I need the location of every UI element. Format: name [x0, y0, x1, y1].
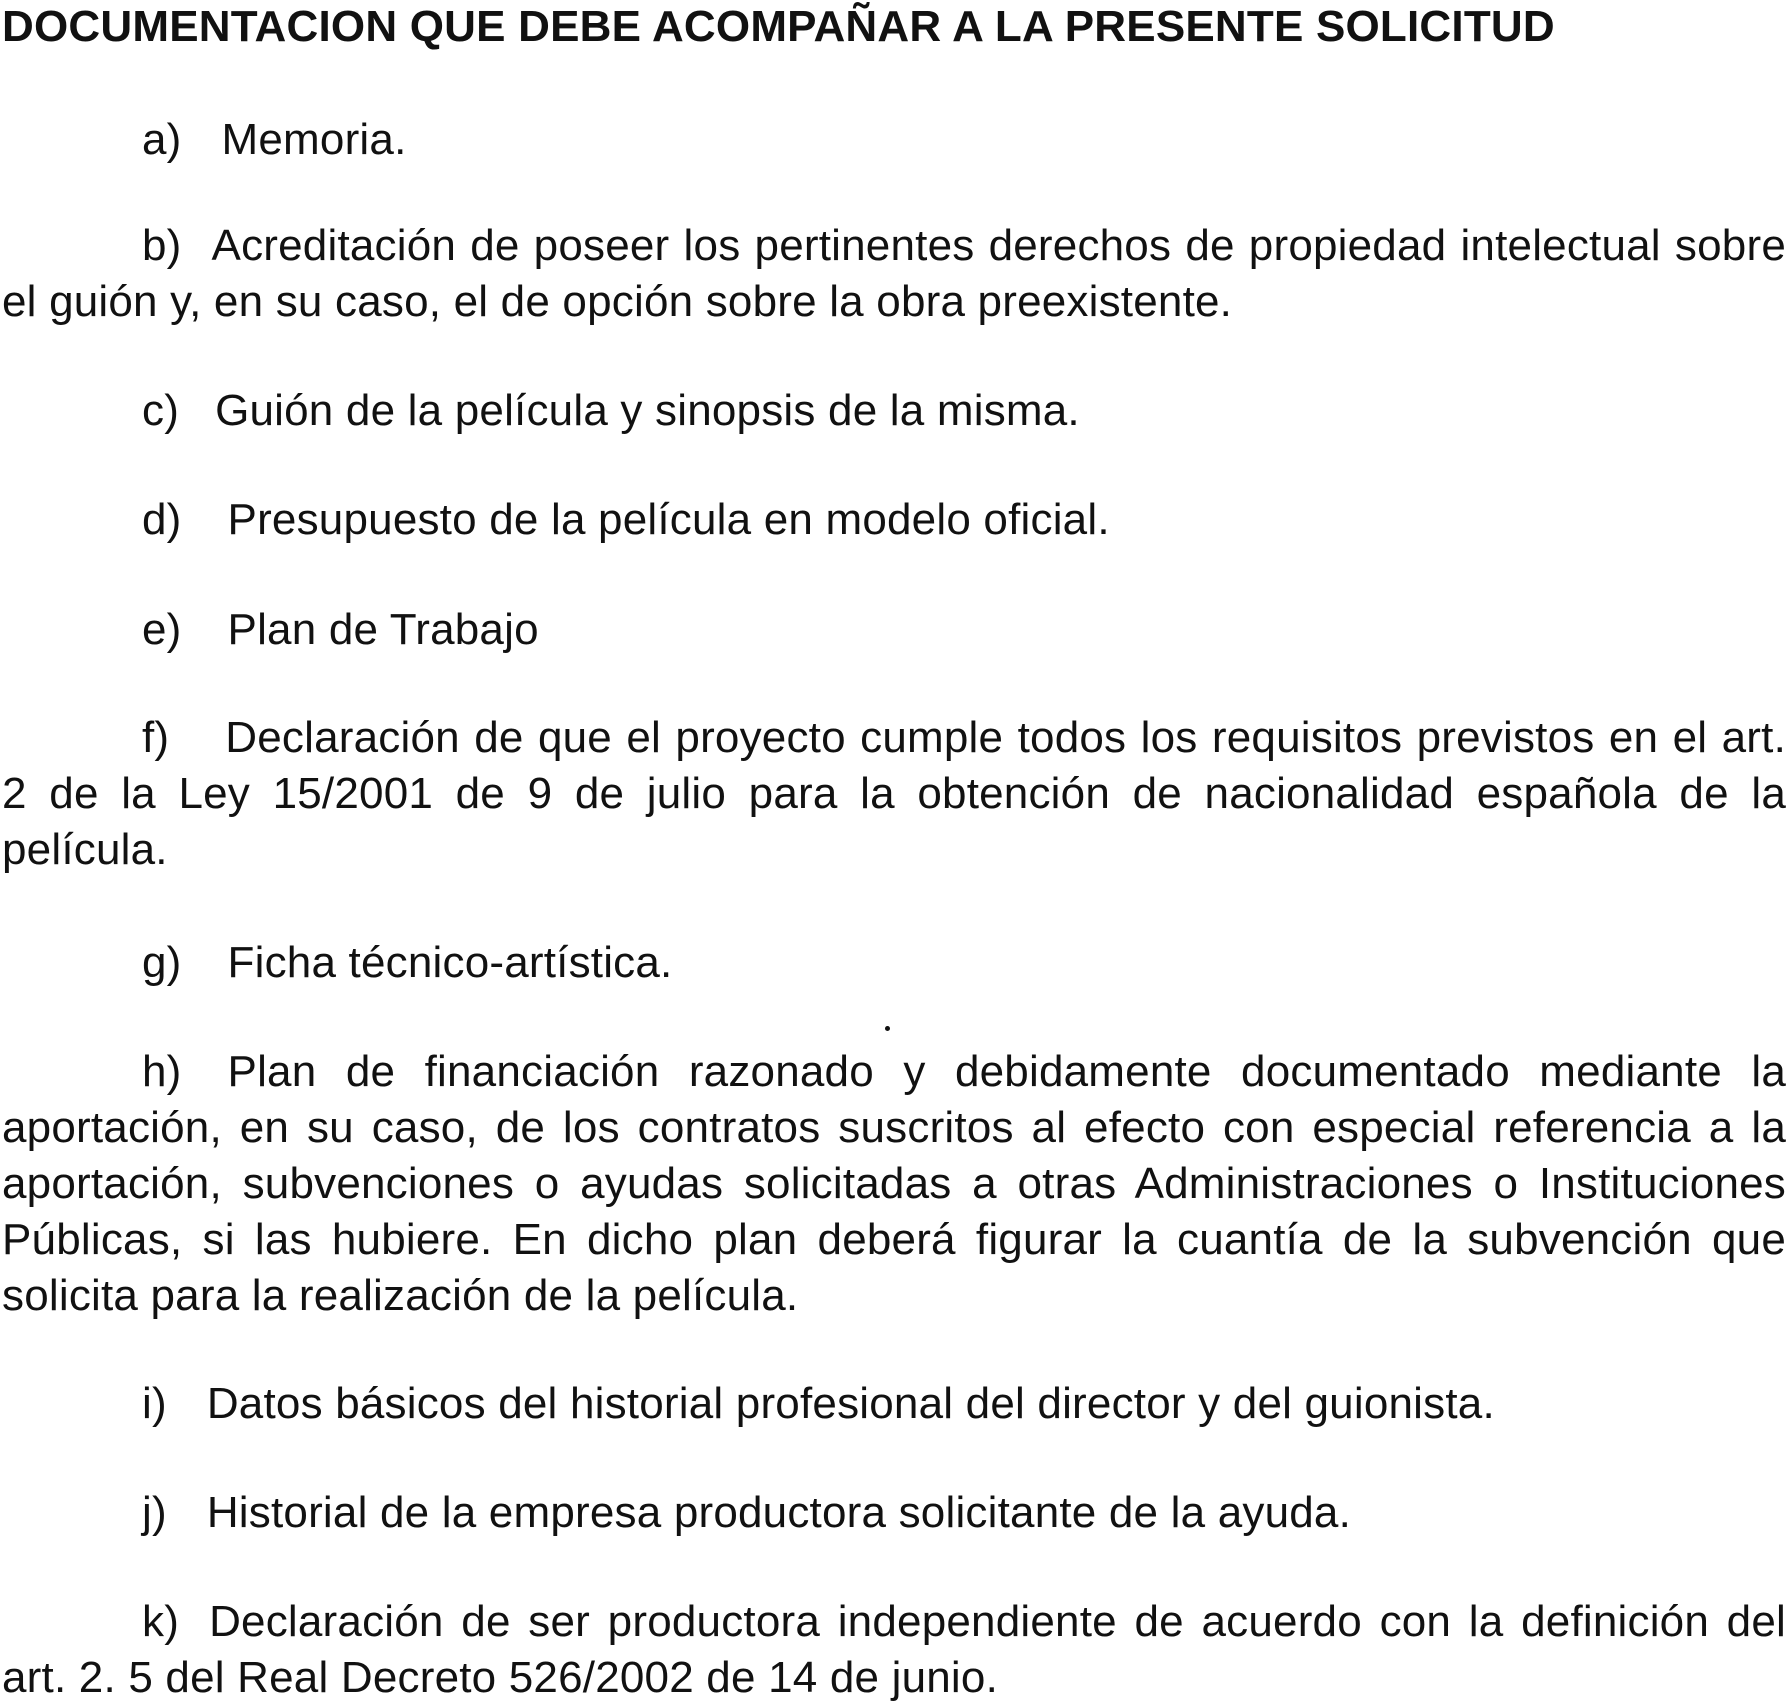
list-item-e — [2, 602, 1786, 658]
item-marker-f: f) — [142, 713, 170, 762]
item-text-a: Memoria. — [221, 115, 407, 164]
item-text-k: Declaración de ser productora independiente de acuerdo con la definición del art. 2. 5 del Real Decreto 526/2002 de 14 de junio. — [2, 1597, 1786, 1702]
item-text-i: Datos básicos del historial profesional del director y del guionista. — [206, 1379, 1495, 1428]
item-text-h: Plan de financiación razonado y debidamente documentado mediante la aportación, en su caso, de los contratos suscritos al efecto con especial referencia a la aportación, subvenciones o ayudas solicitadas a otras Administraciones o Instituciones Públicas, si las hubiere. En dicho plan deberá figurar la cuantía de la subvención que solicita para la realización de la película. — [2, 1047, 1786, 1320]
list-item-b — [2, 218, 1786, 330]
item-text-j: Historial de la empresa productora solicitante de la ayuda. — [206, 1488, 1352, 1537]
list-item-c — [2, 383, 1786, 439]
item-marker-b: b) — [142, 221, 182, 270]
item-text-e: Plan de Trabajo — [227, 605, 539, 654]
list-item-g — [2, 935, 1786, 991]
list-item-d — [2, 492, 1786, 548]
item-marker-j: j) — [142, 1488, 167, 1537]
list-item-k — [2, 1594, 1786, 1706]
item-text-f: Declaración de que el proyecto cumple todos los requisitos previstos en el art. 2 de la Ley 15/2001 de 9 de julio para la obtención de nacionalidad española de la película. — [2, 713, 1786, 874]
item-marker-d: d) — [142, 495, 182, 544]
list-item-a — [2, 112, 1786, 168]
item-marker-a: a) — [142, 115, 182, 164]
item-marker-c: c) — [142, 386, 180, 435]
item-text-d: Presupuesto de la película en modelo oficial. — [227, 495, 1110, 544]
list-item-f — [2, 710, 1786, 878]
item-marker-i: i) — [142, 1379, 167, 1428]
item-marker-h: h) — [142, 1047, 182, 1096]
item-marker-e: e) — [142, 605, 182, 654]
item-text-g: Ficha técnico-artística. — [227, 938, 673, 987]
item-text-b: Acreditación de poseer los pertinentes derechos de propiedad intelectual sobre el guión y, en su caso, el de opción sobre la obra preexistente. — [2, 221, 1786, 326]
item-marker-k: k) — [142, 1597, 180, 1646]
stray-dot — [885, 1026, 890, 1031]
document-title: DOCUMENTACION QUE DEBE ACOMPAÑAR A LA PRESENTE SOLICITUD — [2, 2, 1555, 51]
item-text-c: Guión de la película y sinopsis de la misma. — [215, 386, 1080, 435]
list-item-h — [2, 1044, 1786, 1324]
list-item-i — [2, 1376, 1786, 1432]
list-item-j — [2, 1485, 1786, 1541]
item-marker-g: g) — [142, 938, 182, 987]
